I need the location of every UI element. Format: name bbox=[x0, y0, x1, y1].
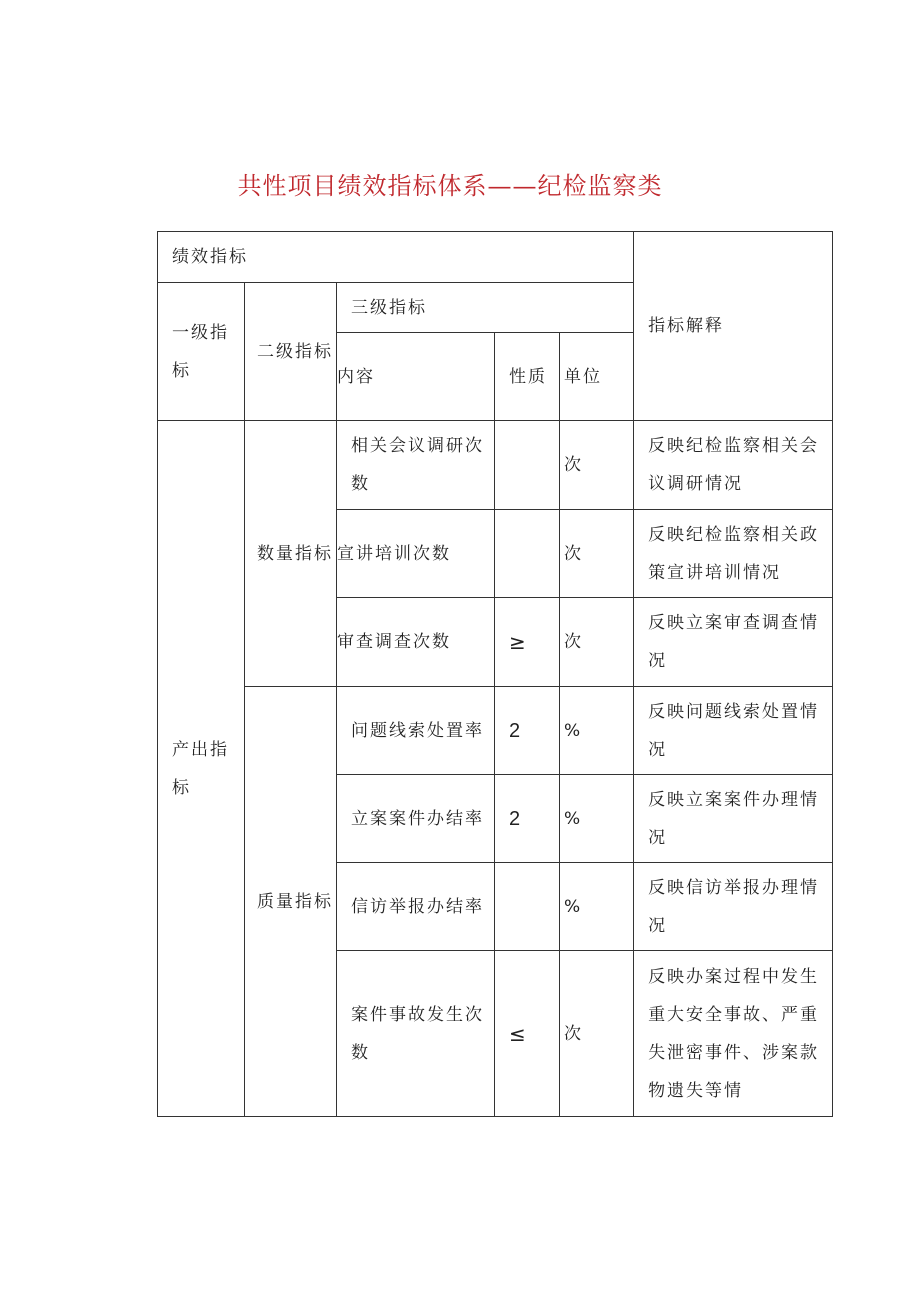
row-content: 案件事故发生次数 bbox=[337, 951, 495, 1117]
page-title: 共性项目绩效指标体系——纪检监察类 bbox=[237, 172, 663, 200]
row-explain: 反映立案案件办理情况 bbox=[634, 775, 833, 863]
header-level3: 三级指标 bbox=[337, 283, 634, 333]
row-nature: 2 bbox=[495, 687, 560, 775]
level2-quality: 质量指标 bbox=[245, 687, 337, 1117]
row-nature: ≥ bbox=[495, 598, 560, 687]
header-nature: 性质 bbox=[495, 333, 560, 421]
row-content: 立案案件办结率 bbox=[337, 775, 495, 863]
header-content: 内容 bbox=[337, 333, 495, 421]
row-nature bbox=[495, 863, 560, 951]
row-content: 宣讲培训次数 bbox=[337, 510, 495, 598]
indicator-table bbox=[157, 231, 833, 1117]
row-unit: % bbox=[560, 863, 634, 951]
row-content: 问题线索处置率 bbox=[337, 687, 495, 775]
row-explain: 反映办案过程中发生重大安全事故、严重失泄密事件、涉案款物遗失等情 bbox=[634, 951, 833, 1117]
header-explain: 指标解释 bbox=[634, 232, 833, 421]
row-unit: 次 bbox=[560, 951, 634, 1117]
row-nature bbox=[495, 421, 560, 510]
row-explain: 反映信访举报办理情况 bbox=[634, 863, 833, 951]
header-unit: 单位 bbox=[560, 333, 634, 421]
row-unit: % bbox=[560, 775, 634, 863]
row-unit: % bbox=[560, 687, 634, 775]
row-explain: 反映问题线索处置情况 bbox=[634, 687, 833, 775]
level1-output: 产出指标 bbox=[158, 421, 245, 1117]
row-content: 信访举报办结率 bbox=[337, 863, 495, 951]
row-unit: 次 bbox=[560, 598, 634, 687]
row-explain: 反映纪检监察相关会议调研情况 bbox=[634, 421, 833, 510]
header-level1: 一级指标 bbox=[158, 283, 245, 421]
header-perf: 绩效指标 bbox=[158, 232, 634, 283]
level2-quantity: 数量指标 bbox=[245, 421, 337, 687]
row-unit: 次 bbox=[560, 510, 634, 598]
row-content: 审查调查次数 bbox=[337, 598, 495, 687]
row-explain: 反映立案审查调查情况 bbox=[634, 598, 833, 687]
row-nature: 2 bbox=[495, 775, 560, 863]
row-nature: ≤ bbox=[495, 951, 560, 1117]
row-unit: 次 bbox=[560, 421, 634, 510]
row-content: 相关会议调研次数 bbox=[337, 421, 495, 510]
header-level2: 二级指标 bbox=[245, 283, 337, 421]
row-explain: 反映纪检监察相关政策宣讲培训情况 bbox=[634, 510, 833, 598]
row-nature bbox=[495, 510, 560, 598]
